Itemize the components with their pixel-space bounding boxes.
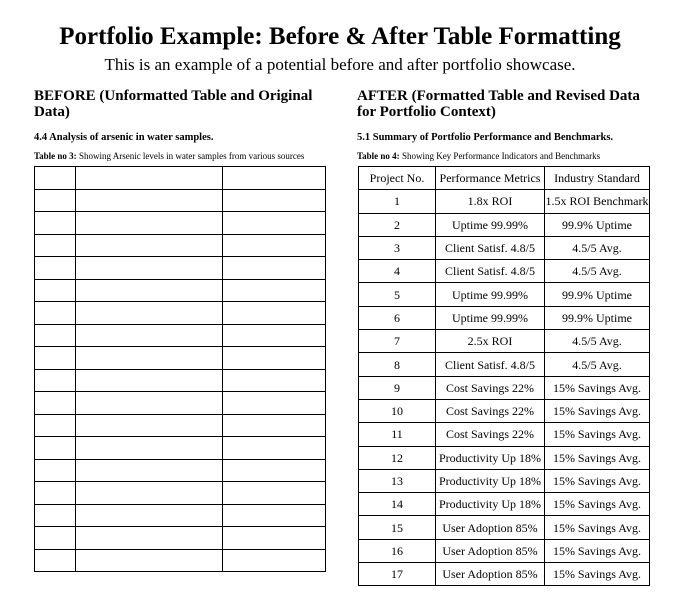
cell-project-no: 1	[359, 190, 436, 213]
cell-performance-metric: Productivity Up 18%	[436, 469, 545, 492]
after-column	[357, 88, 657, 162]
table-row	[35, 414, 326, 437]
empty-cell	[75, 347, 222, 370]
table-row	[35, 437, 326, 460]
header-performance-metrics: Performance Metrics	[436, 167, 545, 190]
cell-performance-metric: Productivity Up 18%	[436, 493, 545, 516]
page-subtitle: This is an example of a potential before and after portfolio showcase.	[104, 55, 576, 74]
before-caption-text: Showing Arsenic levels in water samples from various sources	[76, 151, 305, 161]
after-table-caption	[357, 150, 657, 162]
cell-project-no: 12	[359, 446, 436, 469]
table-row	[359, 213, 650, 236]
table-row	[35, 279, 326, 302]
table-row	[359, 306, 650, 329]
cell-industry-standard: 99.9% Uptime	[545, 306, 650, 329]
table-row	[35, 189, 326, 212]
table-row	[359, 493, 650, 516]
table-row	[359, 469, 650, 492]
cell-industry-standard: 4.5/5 Avg.	[545, 260, 650, 283]
cell-project-no: 17	[359, 563, 436, 586]
cell-project-no: 11	[359, 423, 436, 446]
empty-cell	[222, 459, 325, 482]
empty-cell	[35, 392, 76, 415]
empty-cell	[222, 392, 325, 415]
cell-performance-metric: User Adoption 85%	[436, 539, 545, 562]
empty-cell	[35, 414, 76, 437]
cell-project-no: 16	[359, 539, 436, 562]
empty-cell	[222, 369, 325, 392]
cell-performance-metric: Cost Savings 22%	[436, 399, 545, 422]
before-heading: BEFORE (Unformatted Table and Original Data)	[34, 88, 313, 120]
cell-project-no: 5	[359, 283, 436, 306]
empty-cell	[75, 369, 222, 392]
cell-industry-standard: 4.5/5 Avg.	[545, 353, 650, 376]
table-row	[35, 347, 326, 370]
table-row	[359, 516, 650, 539]
empty-cell	[222, 279, 325, 302]
cell-performance-metric: User Adoption 85%	[436, 516, 545, 539]
cell-industry-standard: 15% Savings Avg.	[545, 399, 650, 422]
table-row	[35, 324, 326, 347]
empty-cell	[35, 482, 76, 505]
empty-cell	[35, 257, 76, 280]
cell-project-no: 8	[359, 353, 436, 376]
empty-cell	[75, 414, 222, 437]
cell-industry-standard: 15% Savings Avg.	[545, 423, 650, 446]
cell-project-no: 15	[359, 516, 436, 539]
cell-performance-metric: Uptime 99.99%	[436, 213, 545, 236]
before-section-title: 4.4 Analysis of arsenic in water samples.	[34, 132, 214, 143]
cell-project-no: 2	[359, 213, 436, 236]
empty-cell	[35, 212, 76, 235]
cell-performance-metric: 1.8x ROI	[436, 190, 545, 213]
empty-cell	[222, 324, 325, 347]
table-row	[359, 423, 650, 446]
table-row	[35, 212, 326, 235]
empty-cell	[75, 437, 222, 460]
empty-cell	[75, 279, 222, 302]
cell-industry-standard: 4.5/5 Avg.	[545, 330, 650, 353]
empty-cell	[75, 302, 222, 325]
table-row	[35, 459, 326, 482]
table-row	[359, 283, 650, 306]
cell-industry-standard: 1.5x ROI Benchmark	[545, 190, 650, 213]
empty-cell	[222, 167, 325, 190]
cell-performance-metric: Uptime 99.99%	[436, 283, 545, 306]
empty-cell	[75, 392, 222, 415]
empty-cell	[222, 437, 325, 460]
empty-cell	[222, 302, 325, 325]
cell-industry-standard: 15% Savings Avg.	[545, 469, 650, 492]
before-column	[34, 88, 334, 162]
after-heading: AFTER (Formatted Table and Revised Data for Portfolio Context)	[357, 88, 640, 120]
empty-cell	[222, 549, 325, 572]
empty-cell	[75, 324, 222, 347]
empty-cell	[222, 414, 325, 437]
cell-performance-metric: User Adoption 85%	[436, 563, 545, 586]
empty-cell	[75, 167, 222, 190]
table-row	[35, 504, 326, 527]
cell-industry-standard: 15% Savings Avg.	[545, 376, 650, 399]
cell-project-no: 7	[359, 330, 436, 353]
table-row	[359, 330, 650, 353]
empty-cell	[75, 549, 222, 572]
after-table	[358, 166, 650, 586]
after-caption-label: Table no 4:	[357, 151, 400, 161]
empty-cell	[75, 527, 222, 550]
table-row	[35, 167, 326, 190]
empty-cell	[75, 257, 222, 280]
before-table-caption	[34, 150, 334, 162]
cell-industry-standard: 15% Savings Avg.	[545, 493, 650, 516]
table-row	[359, 563, 650, 586]
table-row	[35, 234, 326, 257]
cell-project-no: 14	[359, 493, 436, 516]
cell-project-no: 4	[359, 260, 436, 283]
empty-cell	[35, 437, 76, 460]
cell-performance-metric: Client Satisf. 4.8/5	[436, 260, 545, 283]
empty-cell	[222, 347, 325, 370]
cell-project-no: 10	[359, 399, 436, 422]
table-row	[35, 369, 326, 392]
cell-project-no: 13	[359, 469, 436, 492]
page-title: Portfolio Example: Before & After Table Formatting	[59, 23, 621, 50]
cell-industry-standard: 15% Savings Avg.	[545, 516, 650, 539]
table-row	[35, 549, 326, 572]
table-row	[35, 392, 326, 415]
cell-performance-metric: Client Satisf. 4.8/5	[436, 353, 545, 376]
empty-cell	[75, 234, 222, 257]
table-row	[359, 446, 650, 469]
empty-cell	[35, 302, 76, 325]
header-project-no: Project No.	[359, 167, 436, 190]
empty-cell	[35, 167, 76, 190]
empty-cell	[222, 189, 325, 212]
cell-performance-metric: Cost Savings 22%	[436, 376, 545, 399]
table-row	[359, 260, 650, 283]
empty-cell	[222, 234, 325, 257]
table-row	[35, 302, 326, 325]
empty-cell	[222, 527, 325, 550]
cell-industry-standard: 15% Savings Avg.	[545, 563, 650, 586]
after-table-header-row	[359, 167, 650, 190]
table-row	[35, 482, 326, 505]
empty-cell	[35, 189, 76, 212]
table-row	[359, 236, 650, 259]
after-section-title: 5.1 Summary of Portfolio Performance and Benchmarks.	[357, 132, 614, 143]
empty-cell	[35, 234, 76, 257]
empty-cell	[75, 504, 222, 527]
before-table	[34, 166, 326, 572]
empty-cell	[35, 324, 76, 347]
empty-cell	[35, 347, 76, 370]
table-row	[35, 527, 326, 550]
empty-cell	[75, 482, 222, 505]
empty-cell	[222, 212, 325, 235]
cell-performance-metric: Cost Savings 22%	[436, 423, 545, 446]
empty-cell	[222, 257, 325, 280]
empty-cell	[35, 369, 76, 392]
cell-industry-standard: 4.5/5 Avg.	[545, 236, 650, 259]
cell-performance-metric: Client Satisf. 4.8/5	[436, 236, 545, 259]
empty-cell	[35, 549, 76, 572]
empty-cell	[75, 459, 222, 482]
table-row	[359, 539, 650, 562]
empty-cell	[222, 504, 325, 527]
empty-cell	[75, 189, 222, 212]
cell-industry-standard: 15% Savings Avg.	[545, 539, 650, 562]
cell-project-no: 6	[359, 306, 436, 329]
header-industry-standard: Industry Standard	[545, 167, 650, 190]
cell-industry-standard: 99.9% Uptime	[545, 213, 650, 236]
cell-industry-standard: 15% Savings Avg.	[545, 446, 650, 469]
cell-performance-metric: Uptime 99.99%	[436, 306, 545, 329]
cell-performance-metric: 2.5x ROI	[436, 330, 545, 353]
table-row	[359, 376, 650, 399]
empty-cell	[35, 527, 76, 550]
empty-cell	[35, 459, 76, 482]
before-caption-label: Table no 3:	[34, 151, 77, 161]
empty-cell	[35, 279, 76, 302]
empty-cell	[222, 482, 325, 505]
cell-project-no: 3	[359, 236, 436, 259]
table-row	[359, 353, 650, 376]
cell-performance-metric: Productivity Up 18%	[436, 446, 545, 469]
empty-cell	[75, 212, 222, 235]
table-row	[359, 190, 650, 213]
cell-industry-standard: 99.9% Uptime	[545, 283, 650, 306]
table-row	[35, 257, 326, 280]
empty-cell	[35, 504, 76, 527]
table-row	[359, 399, 650, 422]
after-caption-text: Showing Key Performance Indicators and Benchmarks	[399, 151, 601, 161]
cell-project-no: 9	[359, 376, 436, 399]
